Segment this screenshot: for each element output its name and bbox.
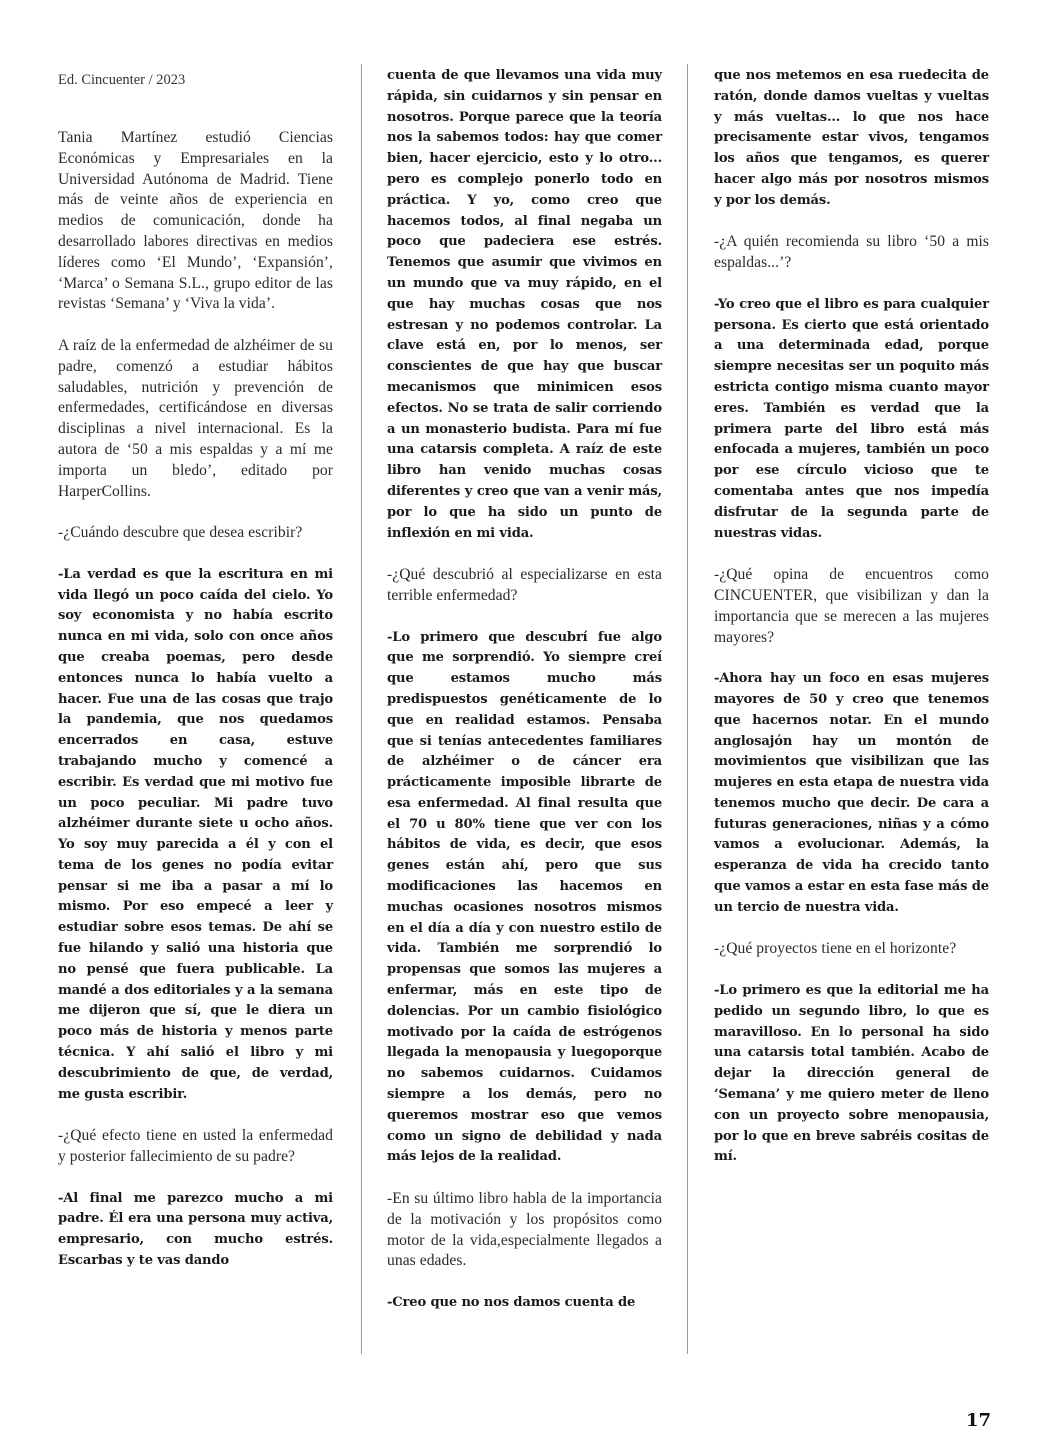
interview-question: -¿Qué descubrió al especializarse en esta terrible enfermedad? <box>387 566 662 604</box>
intro-paragraph: Tania Martínez estudió Ciencias Económicas y Empresariales en la Universidad Autónoma de Madrid. Tiene más de veinte años de experiencia en medios de comunicación, donde ha desarrollado labores directivas en medios líderes como ‘El Mundo’, ‘Expansión’, ‘Marca’ o Semana S.L., grupo editor de las revistas ‘Semana’ y ‘Viva la vida’. <box>58 129 333 313</box>
column-2 <box>387 66 662 1314</box>
column-1 <box>58 66 333 1272</box>
interview-question: -¿Qué opina de encuentros como CINCUENTER, que visibilizan y dan la importancia que se merecen a las mujeres mayores? <box>714 566 989 646</box>
interview-question: -¿Qué proyectos tiene en el horizonte? <box>714 940 957 958</box>
interview-question: -¿Cuándo descubre que desea escribir? <box>58 524 303 542</box>
intro-paragraph: A raíz de la enfermedad de alzhéimer de su padre, comenzó a estudiar hábitos saludables, nutrición y prevención de enfermedades, certificándose en diversas disciplinas a nivel internacional. Es la autora de ‘50 a mis espaldas y a mí me importa un bledo’, editado por HarperCollins. <box>58 336 333 500</box>
column-divider <box>361 64 362 1354</box>
interview-answer: -Lo primero que descubrí fue algo que me sorprendió. Yo siempre creí que estamos mucho más predispuestos genéticamente de lo que en realidad estamos. Pensaba que si tenías antecedentes familiares de alzhéimer o de cáncer era prácticamente imposible librarte de esa enfermedad. Al final resulta que el 70 u 80% tiene que ver con los hábitos de vida, es decir, que esos genes están ahí, pero que sus modificaciones las hacemos en muchas ocasiones nosotros mismos en el día a día y con nuestro estilo de vida. También me sorprendió lo propensas que somos las mujeres a enfermar, más en este tipo de dolencias. Por un cambio fisiológico motivado por la caída de estrógenos llegada la menopausia y luegoporque no sabemos cuidarnos. Cuidamos siempre a los demás, pero no queremos mostrar eso que vemos como un signo de debilidad y nada más lejos de la realidad. <box>387 629 662 1165</box>
interview-question: -¿A quién recomienda su libro ‘50 a mis espaldas...’? <box>714 233 989 272</box>
interview-answer: -Lo primero es que la editorial me ha pedido un segundo libro, lo que es maravilloso. En lo personal ha sido una catarsis total también. Acabo de dejar la dirección general de ‘Semana’ y me quiero meter de lleno con un proyecto sobre menopausia, por lo que en breve sabréis cositas de mí. <box>714 983 989 1165</box>
interview-answer: -Ahora hay un foco en esas mujeres mayores de 50 y creo que tenemos que hacernos notar. En el mundo anglosajón hay un montón de movimientos que visibilizan que las mujeres en esta etapa de nuestra vida tenemos mucho que decir. De cara a futuras generaciones, niñas y a cómo vamos a evolucionar. Además, la esperanza de vida ha crecido tanto que vamos a estar en esta fase más de un tercio de nuestra vida. <box>714 671 989 915</box>
column-divider <box>687 64 688 1354</box>
interview-answer: -Yo creo que el libro es para cualquier persona. Es cierto que está orientado a una determinada edad, porque siempre necesitas ser un poquito más estricta contigo misma cuanto mayor eres. También es verdad que la primera parte del libro está más enfocada a mujeres, también un poco por ese círculo vicioso que te comentaba antes que nos impedía disfrutar de la segunda parte de nuestras vidas. <box>714 296 989 541</box>
column-3 <box>714 66 989 1168</box>
interview-answer: -La verdad es que la escritura en mi vida llegó un poco caída del cielo. Yo soy economista y no había escrito nunca en mi vida, solo con once años que creaba poemas, pero desde entonces nunca lo había vuelto a hacer. Fue una de las cosas que trajo la pandemia, que nos quedamos encerrados en casa, estuve trabajando mucho y comencé a escribir. Es verdad que mi motivo fue un poco peculiar. Mi padre tuvo alzhéimer durante siete u ocho años. Yo soy muy parecida a él y con el tema de los genes no podía evitar pensar si me iba a pasar a mí lo mismo. Por eso empecé a leer y estudiar sobre esos temas. De ahí se fue hilando y salió una historia que no pensé que fuera publicable. La mandé a dos editoriales y a la semana me dijeron que sí, que le diera un poco más de historia y menos parte técnica. Y ahí salió el libro y mi descubrimiento de que, de verdad, me gusta escribir. <box>58 566 333 1102</box>
interview-answer: que nos metemos en esa ruedecita de ratón, donde damos vueltas y vueltas y más vueltas... lo que nos hace precisamente estar vivos, tengamos los años que tengamos, es querer hacer algo más por nosotros mismos y por los demás. <box>714 68 989 208</box>
interview-answer: cuenta de que llevamos una vida muy rápida, sin cuidarnos y sin pensar en nosotros. Porque parece que la teoría nos la sabemos todos: hay que comer bien, hacer ejercicio, esto y lo otro... pero es complejo ponerlo todo en práctica. Y yo, como creo que hacemos todos, al final negaba un poco que padeciera ese estrés. Tenemos que asumir que vivimos en un mundo que va muy rápido, en el que hay muchas cosas que nos estresan y no podemos controlar. La clave está en, por lo menos, ser conscientes de que hay que buscar mecanismos que minimicen esos efectos. No se trata de salir corriendo a un monasterio budista. Para mí fue una catarsis completa. A raíz de este libro han venido muchas cosas diferentes y creo que van a venir más, por lo que ha sido un punto de inflexión en mi vida. <box>387 68 662 541</box>
edition-label: Ed. Cincuenter / 2023 <box>58 72 186 88</box>
interview-question: -En su último libro habla de la importancia de la motivación y los propósitos como motor de la vida,especialmente llegados a unas edades. <box>387 1190 662 1270</box>
page-number: 17 <box>965 1410 991 1431</box>
interview-answer: -Creo que no nos damos cuenta de <box>387 1295 636 1311</box>
interview-answer: -Al final me parezco mucho a mi padre. Él era una persona muy activa, empresario, con mucho estrés. Escarbas y te vas dando <box>58 1190 333 1269</box>
interview-question: -¿Qué efecto tiene en usted la enfermedad y posterior fallecimiento de su padre? <box>58 1127 333 1166</box>
